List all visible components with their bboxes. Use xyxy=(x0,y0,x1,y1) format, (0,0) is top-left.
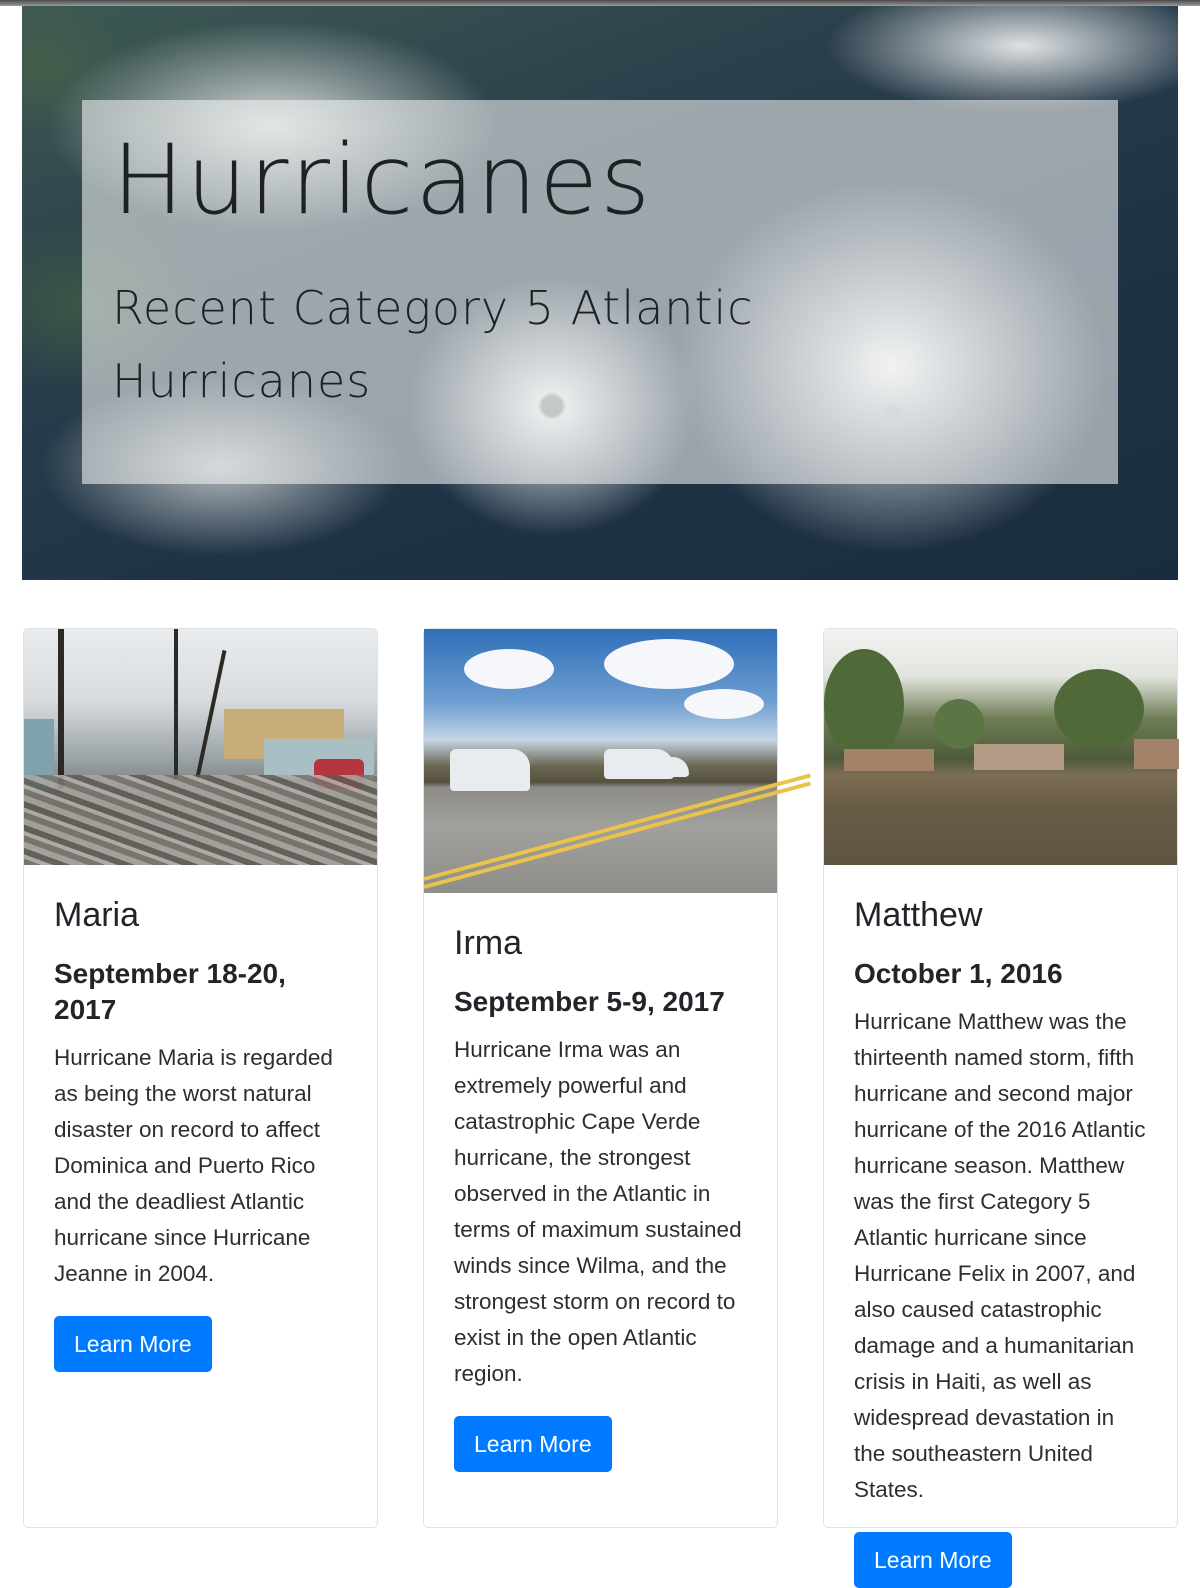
card-description: Hurricane Irma was an extremely powerful and catastrophic Cape Verde hurricane, the strongest observed in the Atlantic in terms of maximum sustained winds since Wilma, and the strongest storm on record to exist in the open Atlantic region. xyxy=(454,1036,742,1386)
card-date: September 5-9, 2017 xyxy=(454,985,725,1017)
card-date: September 18-20, 2017 xyxy=(54,957,286,1025)
card-date: October 1, 2016 xyxy=(854,957,1063,989)
learn-more-button-matthew[interactable]: Learn More xyxy=(854,1532,1012,1588)
card-title: Maria xyxy=(54,896,140,934)
card-description: Hurricane Maria is regarded as being the worst natural disaster on record to affect Dominica and Puerto Rico and the deadliest Atlantic hurricane since Hurricane Jeanne in 2004. xyxy=(54,1044,333,1286)
matthew-flood-image xyxy=(824,629,1177,865)
learn-more-button-maria[interactable]: Learn More xyxy=(54,1316,212,1372)
card-title: Irma xyxy=(454,924,522,962)
card-title: Matthew xyxy=(854,896,983,934)
hero-title: Hurricanes xyxy=(112,124,653,236)
card-maria xyxy=(23,628,378,1528)
learn-more-button-irma[interactable]: Learn More xyxy=(454,1416,612,1472)
irma-boats-image xyxy=(424,629,777,893)
card-irma xyxy=(423,628,778,1528)
maria-damage-image xyxy=(24,629,377,865)
hero-banner xyxy=(22,6,1178,580)
card-matthew xyxy=(823,628,1178,1573)
card-description: Hurricane Matthew was the thirteenth named storm, fifth hurricane and second major hurricane of the 2016 Atlantic hurricane season. Matthew was the first Category 5 Atlantic hurricane since Hurricane Felix in 2007, and also caused catastrophic damage and a humanitarian crisis in Haiti, as well as widespread devastation in the southeastern United States. xyxy=(854,1008,1146,1502)
hero-subtitle: Recent Category 5 Atlantic Hurricanes xyxy=(112,281,754,408)
